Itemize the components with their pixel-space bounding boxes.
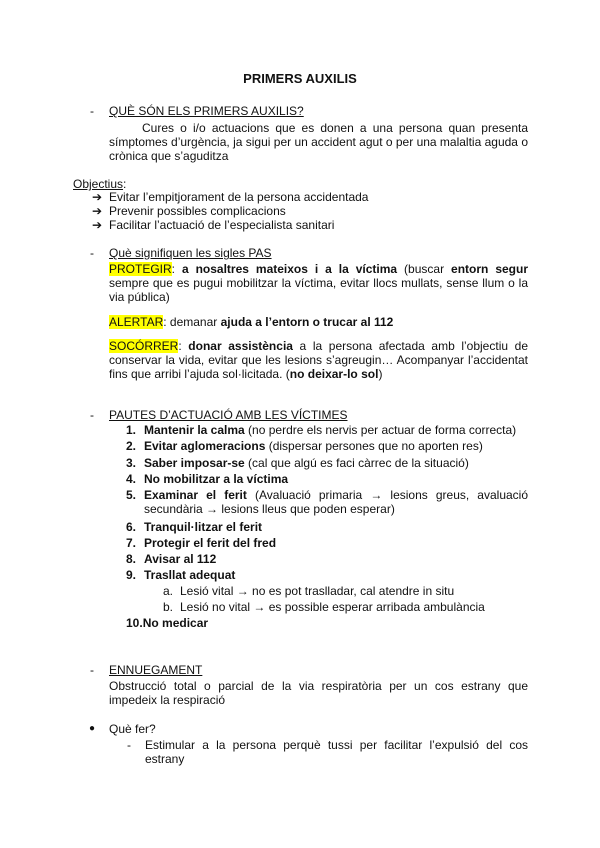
sub-list-letter: a.	[163, 584, 174, 598]
list-item: Tranquil·litzar el ferit	[144, 520, 263, 534]
socorrer-label: SOCÓRRER	[109, 339, 179, 353]
list-item: Evitar aglomeracions (dispersar persones que no aporten res)	[144, 439, 483, 453]
list-number: 7.	[126, 536, 137, 550]
protegir-paragraph: PROTEGIR: a nosaltres mateixos i a la víctima (buscar entorn segur sempre que es pugui mobilitzar la víctima, evitar llocs mullats, sense llum o la via pública)	[109, 262, 528, 304]
objective-item: Facilitar l’actuació de l’especialista sanitari	[109, 218, 335, 232]
arrow-bullet-icon: ➔	[92, 190, 103, 204]
sub-list-item: Lesió no vital → es possible esperar arribada ambulància	[180, 600, 485, 614]
section-heading-what-are: QUÈ SÓN ELS PRIMERS AUXILIS?	[109, 104, 304, 118]
section-dash: -	[90, 246, 94, 260]
list-item: Examinar el ferit (Avaluació primaria → lesions greus, avaluació secundària → lesions lleus que poden esperar)	[144, 488, 528, 516]
objective-item: Prevenir possibles complicacions	[109, 204, 286, 218]
list-number: 4.	[126, 472, 137, 486]
list-number: 2.	[126, 439, 137, 453]
list-item: Trasllat adequat	[144, 568, 236, 582]
list-item: Avisar al 112	[144, 552, 217, 566]
list-number: 9.	[126, 568, 137, 582]
section-heading-pautes: PAUTES D’ACTUACIÓ AMB LES VÍCTIMES	[109, 408, 348, 422]
list-number: 5.	[126, 488, 137, 502]
objectives-label: Objectius:	[73, 177, 127, 191]
list-item: Protegir el ferit del fred	[144, 536, 277, 550]
bullet-icon: ●	[89, 723, 96, 734]
section-heading-ennuegament: ENNUEGAMENT	[109, 663, 203, 677]
sub-dash: -	[127, 738, 131, 752]
page-title: PRIMERS AUXILIS	[243, 71, 357, 86]
protegir-label: PROTEGIR	[109, 262, 172, 276]
ennuegament-paragraph: Obstrucció total o parcial de la via respiratòria per un cos estrany que impedeix la respiració	[109, 679, 528, 707]
list-item: Mantenir la calma (no perdre els nervis per actuar de forma correcta)	[144, 423, 517, 437]
what-to-do-text: Estimular a la persona perquè tussi per facilitar l’expulsió del cos estrany	[145, 738, 528, 766]
list-number: 6.	[126, 520, 137, 534]
arrow-bullet-icon: ➔	[92, 204, 103, 218]
definition-paragraph: Cures o i/o actuacions que es donen a una persona quan presenta símptomes d’urgència, ja sigui per un accident agut o per una malaltia aguda o crònica que s’aguditza	[109, 121, 528, 163]
sub-list-item: Lesió vital → no es pot traslladar, cal atendre in situ	[180, 584, 455, 598]
section-heading-pas: Què signifiquen les sigles PAS	[109, 246, 272, 260]
alertar-paragraph: ALERTAR: demanar ajuda a l’entorn o trucar al 112	[109, 315, 394, 329]
arrow-bullet-icon: ➔	[92, 218, 103, 232]
section-dash: -	[90, 663, 94, 677]
sub-list-letter: b.	[163, 600, 174, 614]
list-item: 10.No medicar	[126, 616, 209, 630]
list-item: No mobilitzar a la víctima	[144, 472, 289, 486]
socorrer-paragraph: SOCÓRRER: donar assistència a la persona afectada amb l’objectiu de conservar la vida, evitar que les lesions s’agreugin… Acompanyar l’accidentat fins que arribi l’ajuda sol·licitada. (no deixar-lo sol)	[109, 339, 528, 381]
section-dash: -	[90, 104, 94, 118]
what-to-do-label: Què fer?	[109, 722, 156, 736]
list-item: Saber imposar-se (cal que algú es faci càrrec de la situació)	[144, 456, 469, 470]
alertar-label: ALERTAR	[109, 315, 164, 329]
section-dash: -	[90, 408, 94, 422]
list-number: 3.	[126, 456, 137, 470]
list-number: 1.	[126, 423, 137, 437]
list-number: 8.	[126, 552, 137, 566]
objective-item: Evitar l’empitjorament de la persona accidentada	[109, 190, 369, 204]
